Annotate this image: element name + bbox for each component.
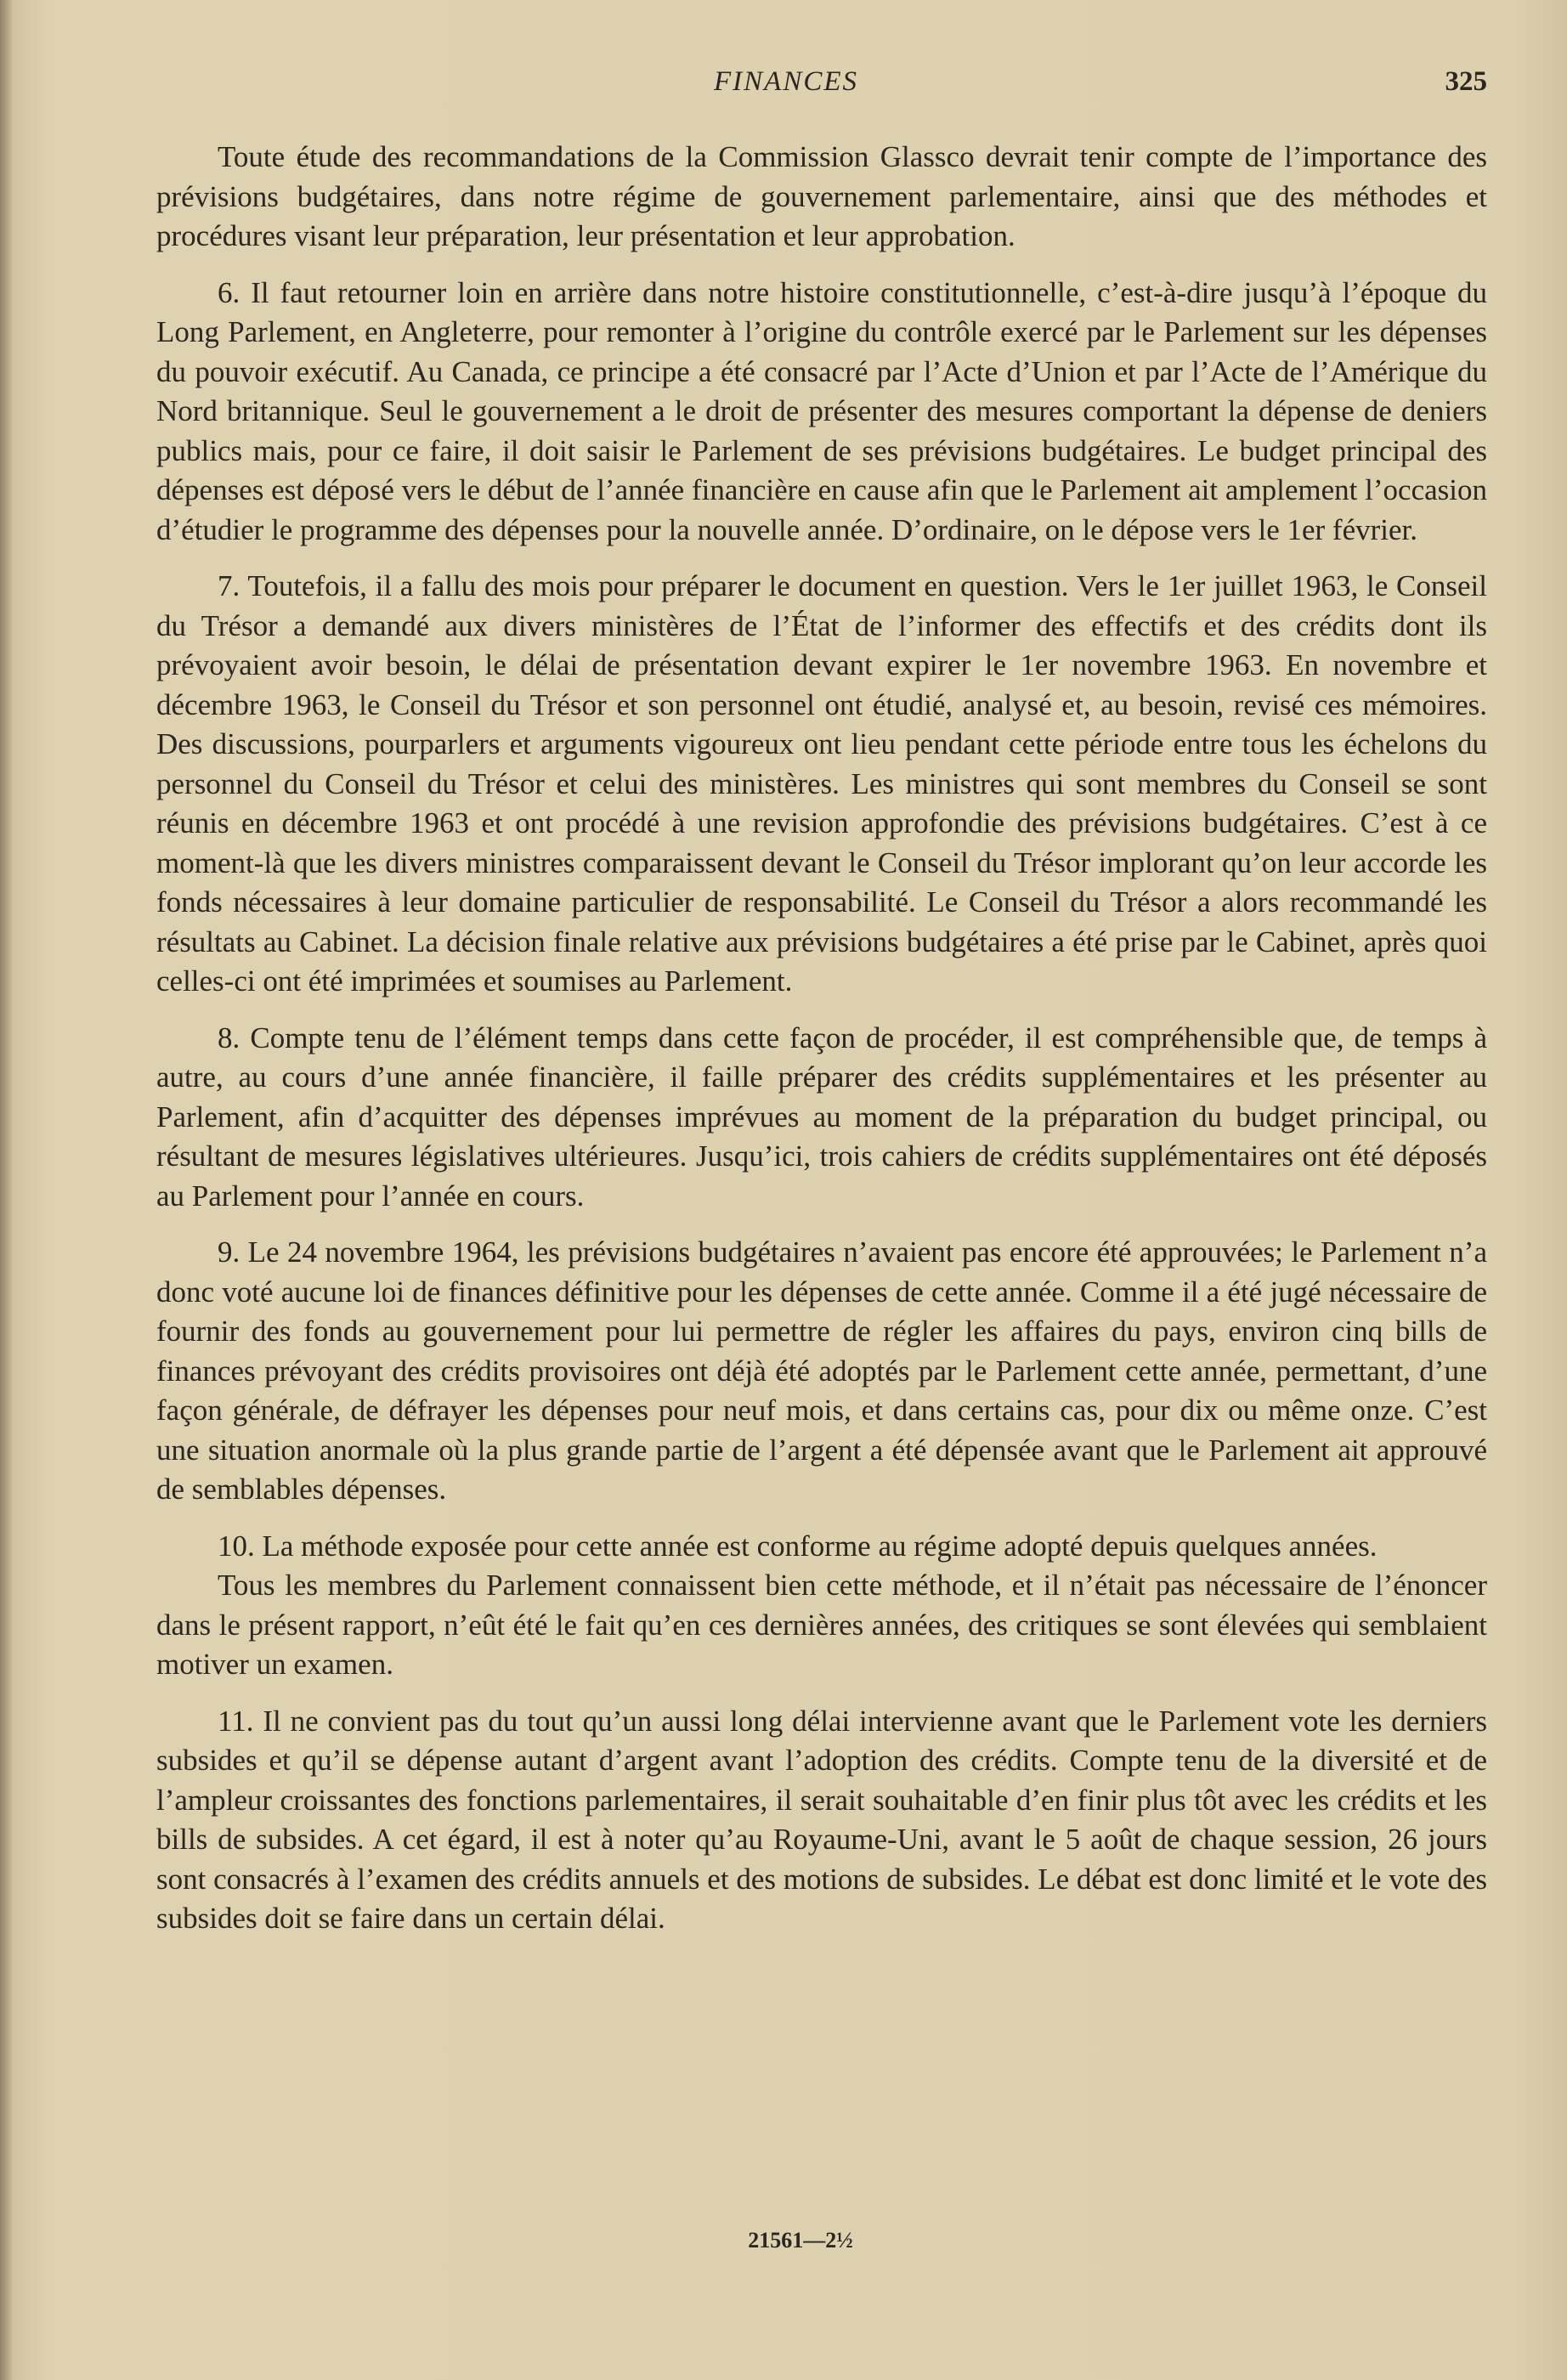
body-text: [156, 138, 1487, 1956]
paragraph-10: 10. La méthode exposée pour cette année est conforme au régime adopté depuis quelques années.: [218, 1529, 1377, 1563]
paragraph-7: 7. Toutefois, il a fallu des mois pour préparer le document en question. Vers le 1er juillet 1963, le Conseil du Trésor a demandé aux divers ministères de l’État de l’informer des effectifs et des crédits dont ils prévoyaient avoir besoin, le délai de présentation devant expirer le 1er novembre 1963. En novembre et décembre 1963, le Conseil du Trésor et son personnel ont étudié, analysé et, au besoin, revisé ces mémoires. Des discussions, pourparlers et arguments vigoureux ont lieu pendant cette période entre tous les échelons du personnel du Conseil du Trésor et celui des ministères. Les ministres qui sont membres du Conseil se sont réunis en décembre 1963 et ont procédé à une revision approfondie des prévisions budgétaires. C’est à ce moment-là que les divers ministres comparaissent devant le Conseil du Trésor implorant qu’on leur accorde les fonds nécessaires à leur domaine particulier de responsabilité. Le Conseil du Trésor a alors recommandé les résultats au Cabinet. La décision finale relative aux prévisions budgétaires a été prise par le Cabinet, après quoi celles-ci ont été imprimées et soumises au Parlement.: [156, 569, 1487, 998]
paragraph-8: 8. Compte tenu de l’élément temps dans cette façon de procéder, il est compréhensible que, de temps à autre, au cours d’une année financière, il faille préparer des crédits supplémentaires et les présenter au Parlement, afin d’acquitter des dépenses imprévues au moment de la préparation du budget principal, ou résultant de mesures législatives ultérieures. Jusqu’ici, trois cahiers de crédits supplémentaires ont été déposés au Parlement pour l’année en cours.: [156, 1020, 1487, 1213]
signature-mark: 21561—2½: [748, 2228, 853, 2253]
paragraph-9: 9. Le 24 novembre 1964, les prévisions budgétaires n’avaient pas encore été approuvées; le Parlement n’a donc voté aucune loi de finances définitive pour les dépenses de cette année. Comme il a été jugé nécessaire de fournir des fonds au gouvernement pour lui permettre de régler les affaires du pays, environ cinq bills de finances prévoyant des crédits provisoires ont déjà été adoptés par le Parlement cette année, permettant, d’une façon générale, de défrayer les dépenses pour neuf mois, et dans certains cas, pour dix ou même onze. C’est une situation anormale où la plus grande partie de l’argent a été dépensée avant que le Parlement ait approuvé de semblables dépenses.: [156, 1235, 1487, 1506]
page-number: 325: [1445, 66, 1487, 97]
paragraph-intro: Toute étude des recommandations de la Commission Glassco devrait tenir compte de l’importance des prévisions budgétaires, dans notre régime de gouvernement parlementaire, ainsi que des méthodes et procédures visant leur préparation, leur présentation et leur approbation.: [156, 140, 1487, 252]
paragraph-10-continued: Tous les membres du Parlement connaissent bien cette méthode, et il n’était pas nécessaire de l’énoncer dans le présent rapport, n’eût été le fait qu’en ces dernières années, des critiques se sont élevées qui semblaient motiver un examen.: [156, 1569, 1487, 1681]
running-title: FINANCES: [714, 66, 858, 97]
paragraph-11: 11. Il ne convient pas du tout qu’un aussi long délai intervienne avant que le Parlement vote les derniers subsides et qu’il se dépense autant d’argent avant l’adoption des crédits. Compte tenu de la diversité et de l’ampleur croissantes des fonctions parlementaires, il serait souhaitable d’en finir plus tôt avec les crédits et les bills de subsides. A cet égard, il est à noter qu’au Royaume-Uni, avant le 5 août de chaque session, 26 jours sont consacrés à l’examen des crédits annuels et des motions de subsides. Le débat est donc limité et le vote des subsides doit se faire dans un certain délai.: [156, 1704, 1487, 1935]
paragraph-6: 6. Il faut retourner loin en arrière dans notre histoire constitutionnelle, c’est-à-dire jusqu’à l’époque du Long Parlement, en Angleterre, pour remonter à l’origine du contrôle exercé par le Parlement sur les dépenses du pouvoir exécutif. Au Canada, ce principe a été consacré par l’Acte d’Union et par l’Acte de l’Amérique du Nord britannique. Seul le gouvernement a le droit de présenter des mesures comportant la dépense de deniers publics mais, pour ce faire, il doit saisir le Parlement de ses prévisions budgétaires. Le budget principal des dépenses est déposé vers le début de l’année financière en cause afin que le Parlement ait amplement l’occasion d’étudier le programme des dépenses pour la nouvelle année. D’ordinaire, on le dépose vers le 1er février.: [156, 275, 1487, 546]
printer-signature: [0, 2228, 1567, 2253]
binding-edge: [0, 0, 12, 2380]
page-header: [161, 66, 1487, 117]
